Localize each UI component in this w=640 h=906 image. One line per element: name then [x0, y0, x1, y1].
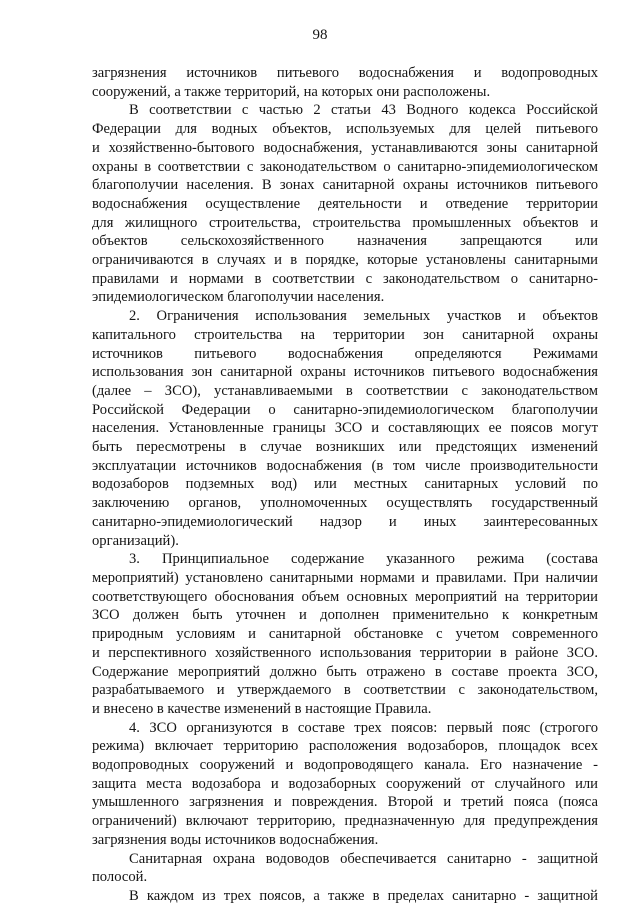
text-line: капитального строительства на территории зон санитарной охраны [92, 326, 598, 343]
text-line: разрабатываемого и утверждаемого в соответствии с законодательством, [92, 682, 598, 699]
paragraph [92, 850, 598, 887]
text-line: 4. ЗСО организуются в составе трех поясов: первый пояс (строгого [129, 719, 598, 736]
text-line: заключению органов, уполномоченных осуществлять государственный [92, 495, 598, 512]
text-line: мероприятий) установлено санитарными нормами и правилами. При наличии [92, 569, 598, 586]
text-line: ЗСО должен быть уточнен и дополнен применительно к конкретным [92, 607, 598, 624]
document-body [92, 64, 598, 906]
text-line: Российской Федерации о санитарно-эпидемиологическом благополучии [92, 401, 598, 418]
text-line: загрязнения воды источников водоснабжения. [92, 831, 379, 848]
text-line: для жилищного строительства, строительства промышленных объектов и [92, 214, 598, 231]
paragraph [92, 101, 598, 307]
text-line: ограничений) включают территорию, предназначенную для предупреждения [92, 813, 598, 830]
text-line: и внесено в качестве изменений в настоящие Правила. [92, 700, 432, 717]
text-line: 2. Ограничения использования земельных участков и объектов [129, 308, 598, 325]
paragraph [92, 307, 598, 550]
text-line: и перспективного хозяйственного использования территории в районе ЗСО. [92, 644, 598, 661]
text-line: Содержание мероприятий должно быть отражено в составе проекта ЗСО, [92, 663, 598, 680]
text-line: защита места водозабора и водозаборных сооружений от случайного или [92, 775, 598, 792]
text-line: использования зон санитарной охраны источников питьевого водоснабжения [92, 364, 598, 381]
paragraph [92, 719, 598, 850]
text-line: источников питьевого водоснабжения определяются Режимами [92, 345, 598, 362]
text-line: водопроводных сооружений и водопроводящего канала. Его назначение - [92, 757, 598, 774]
text-line: 3. Принципиальное содержание указанного режима (состава [129, 551, 598, 568]
text-line: эпидемиологическом благополучии населения. [92, 289, 385, 306]
text-line: водозаборов подземных вод) или местных санитарных условий по [92, 476, 598, 493]
text-line: объектов сельскохозяйственного назначения запрещаются или [92, 233, 598, 250]
text-line: водоснабжения осуществление деятельности и отведение территории [92, 195, 598, 212]
text-line: охраны в соответствии с законодательством о санитарно-эпидемиологическом [92, 158, 598, 175]
text-line: эксплуатации источников водоснабжения (в том числе производительности [92, 457, 598, 474]
text-line: Федерации для водных объектов, используемых для целей питьевого [92, 121, 598, 138]
text-line: санитарно-эпидемиологический надзор и иных заинтересованных [92, 513, 598, 530]
text-line: быть пересмотрены в случае возникших или предстоящих изменений [92, 439, 598, 456]
paragraph [92, 887, 598, 906]
text-line: ограничиваются в случаях и в порядке, которые установлены санитарными [92, 252, 598, 269]
paragraph [92, 64, 598, 101]
text-line: населения. Установленные границы ЗСО и составляющих ее поясов могут [92, 420, 598, 437]
text-line: полосой. [92, 869, 148, 886]
text-line: В каждом из трех поясов, а также в пределах санитарно - защитной [129, 887, 598, 904]
text-line: соответствующего обоснования объем основных мероприятий на территории [92, 588, 598, 605]
text-line: благополучии населения. В зонах санитарной охраны источников питьевого [92, 177, 598, 194]
paragraph [92, 550, 598, 718]
text-line: сооружений, а также территорий, на которых они расположены. [92, 83, 491, 100]
text-line: правилами и нормами в соответствии с законодательством о санитарно- [92, 270, 598, 287]
text-line: умышленного загрязнения и повреждения. Второй и третий пояса (пояса [92, 794, 598, 811]
text-line: режима) включает территорию расположения водозаборов, площадок всех [92, 738, 598, 755]
text-line: В соответствии с частью 2 статьи 43 Водного кодекса Российской [129, 102, 598, 119]
text-line: и хозяйственно-бытового водоснабжения, устанавливаются зоны санитарной [92, 139, 598, 156]
text-line: загрязнения источников питьевого водоснабжения и водопроводных [92, 65, 598, 81]
page-number: 98 [312, 27, 328, 43]
text-line: организаций). [92, 532, 179, 549]
text-line: Санитарная охрана водоводов обеспечивается санитарно - защитной [129, 850, 598, 867]
text-line: (далее – ЗСО), устанавливаемыми в соответствии с законодательством [92, 382, 598, 399]
text-line: природным условиям и санитарной обстановке с учетом современного [92, 626, 598, 643]
